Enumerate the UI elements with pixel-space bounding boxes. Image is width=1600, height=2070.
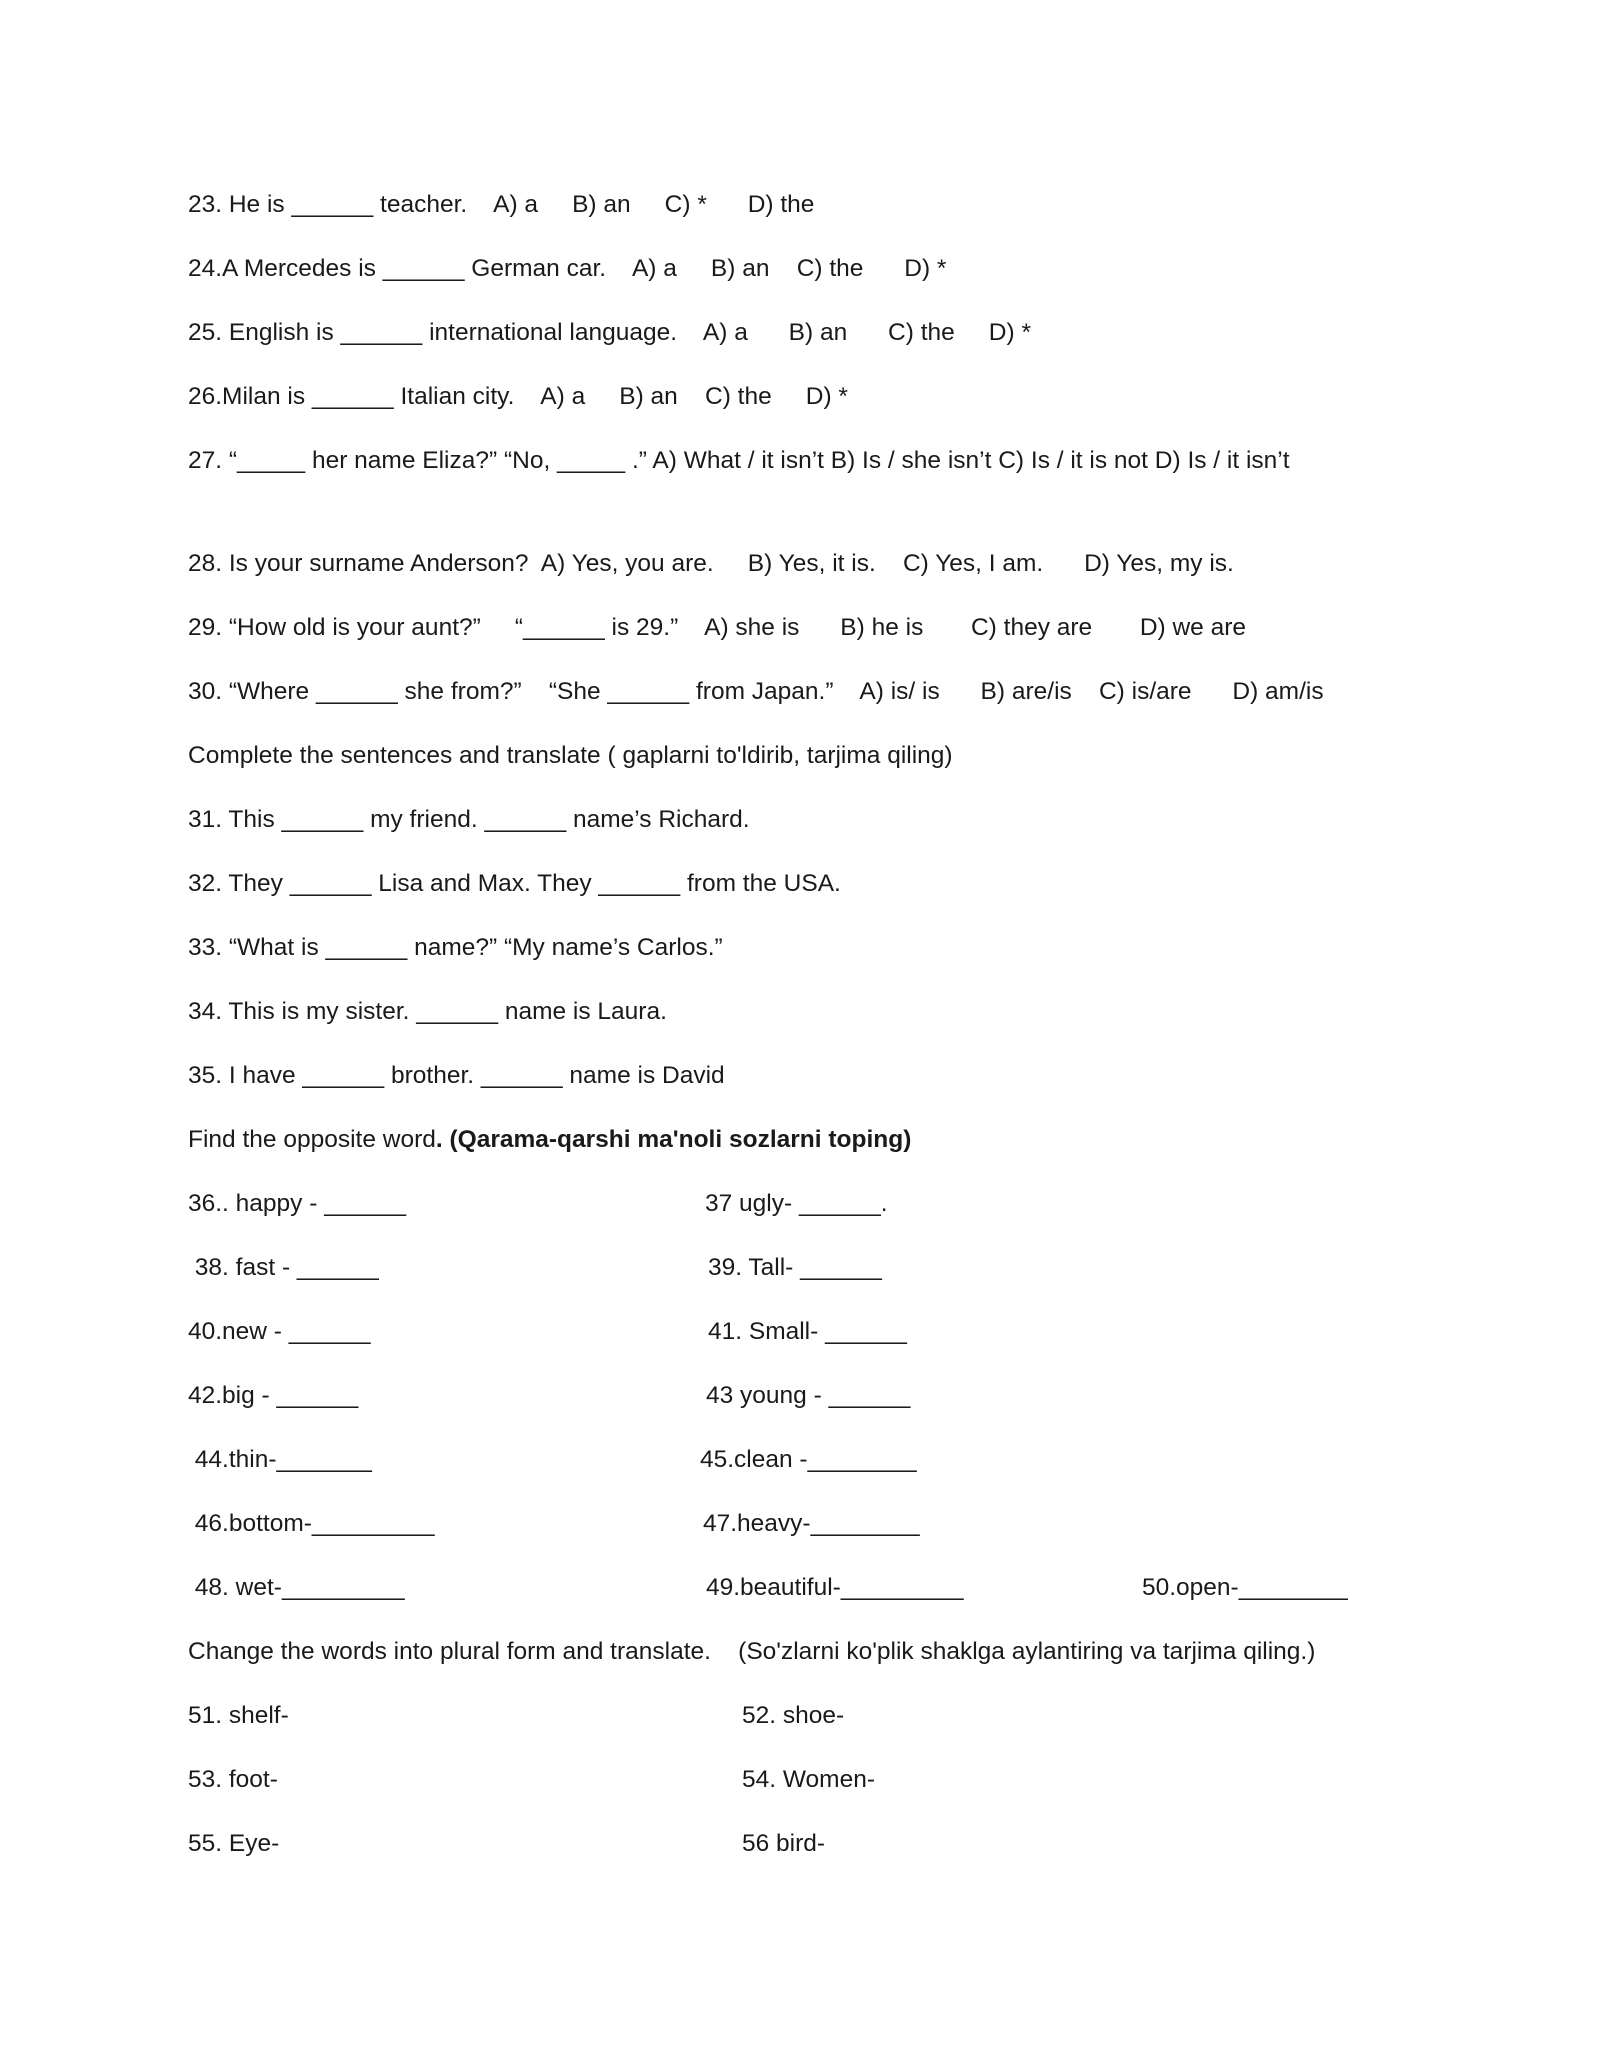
question-47: 47.heavy-________	[703, 1510, 920, 1537]
question-25: 25. English is ______ international language. A) a B) an C) the D) *	[188, 319, 1032, 346]
question-36: 36.. happy - ______	[188, 1190, 406, 1217]
question-55: 55. Eye-	[188, 1830, 280, 1857]
question-54: 54. Women-	[742, 1766, 875, 1793]
question-28: 28. Is your surname Anderson? A) Yes, you are. B) Yes, it is. C) Yes, I am. D) Yes, my is.	[188, 550, 1234, 577]
question-37: 37 ugly- ______.	[705, 1190, 888, 1217]
question-44: 44.thin-_______	[188, 1446, 372, 1473]
question-42: 42.big - ______	[188, 1382, 359, 1409]
question-26: 26.Milan is ______ Italian city. A) a B) an C) the D) *	[188, 383, 848, 410]
question-43: 43 young - ______	[706, 1382, 911, 1409]
section-title-opposite	[188, 1121, 911, 1159]
question-33: 33. “What is ______ name?” “My name’s Carlos.”	[188, 934, 723, 961]
question-31: 31. This ______ my friend. ______ name’s Richard.	[188, 806, 750, 833]
question-39: 39. Tall- ______	[708, 1254, 882, 1281]
question-29: 29. “How old is your aunt?” “______ is 29.” A) she is B) he is C) they are D) we are	[188, 614, 1247, 641]
question-49: 49.beautiful-_________	[706, 1574, 964, 1601]
question-50: 50.open-________	[1142, 1574, 1348, 1601]
question-38: 38. fast - ______	[188, 1254, 379, 1281]
question-53: 53. foot-	[188, 1766, 278, 1793]
question-51: 51. shelf-	[188, 1702, 289, 1729]
question-23: 23. He is ______ teacher. A) a B) an C) * D) the	[188, 191, 815, 218]
question-32: 32. They ______ Lisa and Max. They ______ from the USA.	[188, 870, 841, 897]
section-title-complete: Complete the sentences and translate ( gaplarni to'ldirib, tarjima qiling)	[188, 742, 953, 769]
question-24: 24.A Mercedes is ______ German car. A) a B) an C) the D) *	[188, 255, 947, 282]
question-45: 45.clean -________	[700, 1446, 917, 1473]
question-56: 56 bird-	[742, 1830, 826, 1857]
question-30: 30. “Where ______ she from?” “She ______ from Japan.” A) is/ is B) are/is C) is/are D) am/is	[188, 678, 1324, 705]
section-title-plural: Change the words into plural form and translate. (So'zlarni ko'plik shaklga aylantiring va tarjima qiling.)	[188, 1638, 1316, 1665]
question-27: 27. “_____ her name Eliza?” “No, _____ .” A) What / it isn’t B) Is / she isn’t C) Is / it is not D) Is / it isn’t	[188, 447, 1290, 474]
question-41: 41. Small- ______	[708, 1318, 907, 1345]
question-46: 46.bottom-_________	[188, 1510, 435, 1537]
section-title-opposite-bold: . (Qarama-qarshi ma'noli sozlarni toping)	[435, 1126, 912, 1153]
section-title-opposite-plain: Find the opposite word	[188, 1126, 436, 1153]
question-40: 40.new - ______	[188, 1318, 371, 1345]
question-35: 35. I have ______ brother. ______ name is David	[188, 1062, 725, 1089]
question-48: 48. wet-_________	[188, 1574, 405, 1601]
question-34: 34. This is my sister. ______ name is Laura.	[188, 998, 667, 1025]
question-52: 52. shoe-	[742, 1702, 845, 1729]
